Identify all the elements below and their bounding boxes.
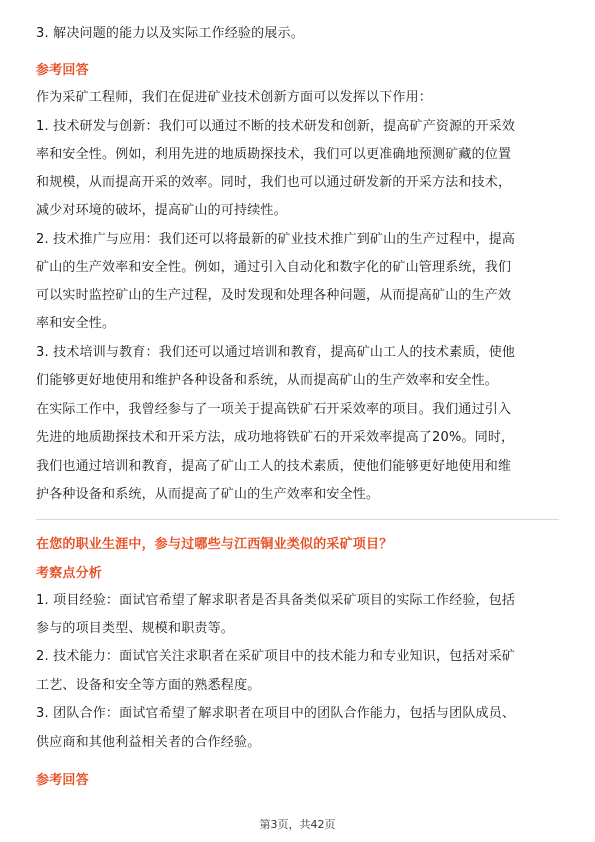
section-divider [36, 519, 559, 520]
paragraph-line: 先进的地质勘探技术和开采方法，成功地将铁矿石的开采效率提高了20%。同时， [36, 430, 515, 445]
paragraph-line: 在实际工作中，我曾经参与了一项关于提高铁矿石开采效率的项目。我们通过引入 [36, 402, 512, 417]
paragraph-line: 3. 团队合作：面试官希望了解求职者在项目中的团队合作能力，包括与团队成员、 [36, 706, 516, 721]
analysis-heading: 考察点分析 [36, 566, 103, 581]
list-item: 3. 解决问题的能力以及实际工作经验的展示。 [36, 26, 304, 41]
paragraph-line: 工艺、设备和安全等方面的熟悉程度。 [36, 678, 261, 693]
paragraph-line: 我们也通过培训和教育，提高了矿山工人的技术素质，使他们能够更好地使用和维 [36, 459, 512, 474]
answer-heading: 参考回答 [36, 63, 89, 78]
paragraph-line: 和规模，从而提高开采的效率。同时，我们也可以通过研发新的开采方法和技术， [36, 175, 512, 190]
paragraph-line: 率和安全性。 [36, 316, 116, 331]
paragraph-line: 2. 技术能力：面试官关注求职者在采矿项目中的技术能力和专业知识，包括对采矿 [36, 649, 516, 664]
paragraph-line: 矿山的生产效率和安全性。例如，通过引入自动化和数字化的矿山管理系统，我们 [36, 260, 512, 275]
paragraph-line: 作为采矿工程师，我们在促进矿业技术创新方面可以发挥以下作用： [36, 90, 433, 105]
paragraph-line: 参与的项目类型、规模和职责等。 [36, 621, 235, 636]
paragraph-line: 2. 技术推广与应用：我们还可以将最新的矿业技术推广到矿山的生产过程中，提高 [36, 232, 516, 247]
paragraph-line: 护各种设备和系统，从而提高了矿山的生产效率和安全性。 [36, 487, 380, 502]
paragraph-line: 们能够更好地使用和维护各种设备和系统，从而提高矿山的生产效率和安全性。 [36, 373, 499, 388]
paragraph-line: 可以实时监控矿山的生产过程，及时发现和处理各种问题，从而提高矿山的生产效 [36, 288, 512, 303]
paragraph-line: 3. 技术培训与教育：我们还可以通过培训和教育，提高矿山工人的技术素质，使他 [36, 345, 516, 360]
paragraph-line: 率和安全性。例如，利用先进的地质勘探技术，我们可以更准确地预测矿藏的位置 [36, 147, 512, 162]
paragraph-line: 减少对环境的破坏，提高矿山的可持续性。 [36, 203, 287, 218]
question-heading: 在您的职业生涯中，参与过哪些与江西铜业类似的采矿项目？ [36, 537, 393, 552]
paragraph-line: 供应商和其他利益相关者的合作经验。 [36, 735, 261, 750]
paragraph-line: 1. 技术研发与创新：我们可以通过不断的技术研发和创新，提高矿产资源的开采效 [36, 119, 516, 134]
paragraph-line: 1. 项目经验：面试官希望了解求职者是否具备类似采矿项目的实际工作经验，包括 [36, 593, 516, 608]
answer-heading: 参考回答 [36, 773, 89, 788]
page-number: 第3页，共42页 [259, 818, 336, 831]
